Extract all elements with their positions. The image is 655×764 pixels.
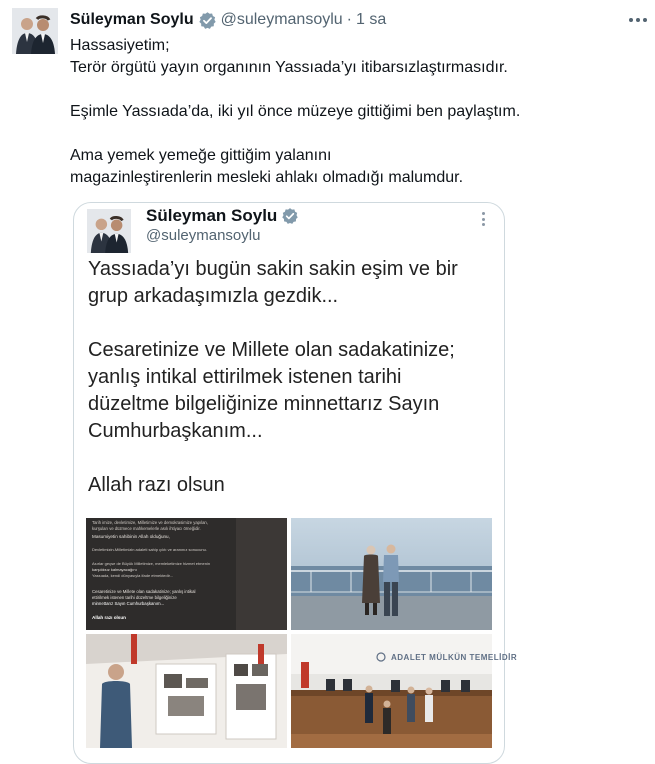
tweet-text <box>70 35 640 189</box>
verified-badge-icon <box>281 207 299 225</box>
quoted-text-line: Cesaretinize ve Millete olan sadakatinize; <box>88 339 455 361</box>
author-avatar[interactable] <box>12 8 58 54</box>
photo1-line: Asırlar geçse de Büyük Milletimize, memleketimize hizmet etmenin <box>92 561 211 566</box>
quoted-text-line: Cumhurbaşkanım... <box>88 420 263 442</box>
quoted-text-line: grup arkadaşımızla gezdik... <box>88 285 339 307</box>
photo-grid <box>86 518 518 748</box>
photo-couple-on-terrace[interactable] <box>291 518 492 630</box>
quoted-author-handle[interactable]: @suleymansoylu <box>146 227 261 244</box>
quoted-author-name[interactable]: Süleyman Soylu <box>146 206 278 225</box>
courtroom-sign: ADALET MÜLKÜN TEMELİDİR <box>391 653 518 662</box>
photo-courtroom[interactable] <box>291 634 518 748</box>
quoted-tweet-text <box>88 256 493 499</box>
quoted-text-line: Yassıada’yı bugün sakin sakin eşim ve bir <box>88 258 458 280</box>
more-options-icon[interactable] <box>625 10 651 30</box>
tweet-text-line: Eşimle Yassıada’da, iki yıl önce müzeye gittiğimi ben paylaştım. <box>70 103 521 120</box>
tweet-text-line: Hassasiyetim; <box>70 37 170 54</box>
photo1-line: Yassıada, kendi dünyasıyla ifade etmektedir... <box>92 573 174 578</box>
photo1-line: ettirilmek istenen tarihi düzeltme bilgeliğinize <box>92 595 177 600</box>
quoted-text-line: düzeltme bilgeliğinize minnettarız Sayın <box>88 393 440 415</box>
photo1-line: karşılıksız kalmayacağını <box>92 567 137 572</box>
tweet-text-line: magazinleştirenlerin mesleki ahlakı olmadığı malumdur. <box>70 169 464 186</box>
tweet-header <box>70 9 386 31</box>
author-handle[interactable]: @suleymansoylu <box>220 11 343 28</box>
photo1-line: Devletimizin-Milletimizin adaleti sahip çıktı ve aranınız sonucunu. <box>92 547 207 552</box>
tweet-text-line: Terör örgütü yayın organının Yassıada’yı itibarsızlaştırmasıdır. <box>70 59 508 76</box>
quoted-text-line: Allah razı olsun <box>88 474 225 496</box>
photo1-line: Tarih imize, devletimize, Milletimize ve demokrasimize yapılan, <box>92 520 208 525</box>
verified-badge-icon[interactable] <box>198 11 217 30</box>
quoted-tweet-card[interactable] <box>73 202 518 764</box>
vertical-more-icon[interactable] <box>480 209 486 229</box>
photo1-line: kurşuları ve düzmece mahkemelerle asılı ihtiyacı örneğidir. <box>92 526 201 531</box>
photo1-line: Masumiyetin sahibinin Allah olduğunu, <box>92 534 170 539</box>
quoted-author-row <box>146 206 299 226</box>
avatar-photo <box>12 8 58 54</box>
photo-museum-text[interactable] <box>86 518 287 630</box>
photo1-line: minnettarız Sayın Cumhurbaşkanım... <box>92 601 165 606</box>
quoted-text-line: yanlış intikal ettirilmek istenen tarihi <box>88 366 402 388</box>
avatar-photo <box>87 209 131 253</box>
tweet-timestamp[interactable]: 1 sa <box>356 11 387 28</box>
photo1-line: Allah razı olsun <box>92 615 126 620</box>
photo-museum-exhibit[interactable] <box>86 634 287 748</box>
photo1-line: Cesaretinize ve Millete olan sadakatinize; yanlış intikal <box>92 589 196 594</box>
quoted-author-avatar[interactable] <box>87 209 131 253</box>
tweet-text-line: Ama yemek yemeğe gittiğim yalanını <box>70 147 332 164</box>
author-name[interactable]: Süleyman Soylu <box>70 11 194 28</box>
separator-dot: · <box>346 11 352 28</box>
